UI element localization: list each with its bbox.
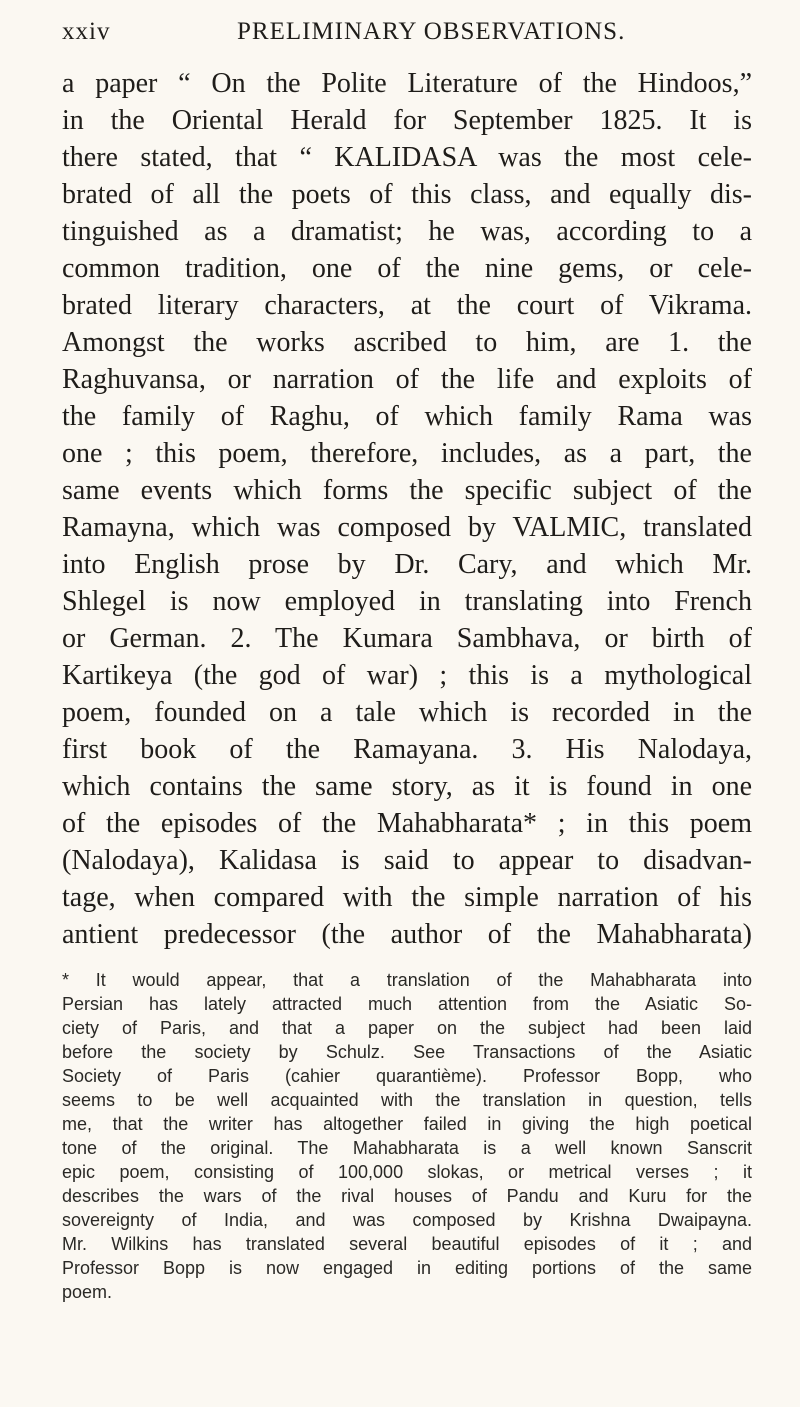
footnote-line: describes the wars of the rival houses of Pandu and Kuru for the	[62, 1186, 752, 1206]
footnote-line: Persian has lately attracted much attention from the Asiatic So-	[62, 994, 752, 1014]
body-line: Shlegel is now employed in translating into French	[62, 586, 752, 617]
footnote-line: ciety of Paris, and that a paper on the subject had been laid	[62, 1018, 752, 1038]
body-line: common tradition, one of the nine gems, or cele-	[62, 253, 752, 284]
body-line: antient predecessor (the author of the Mahabharata)	[62, 919, 752, 950]
footnote-line: seems to be well acquainted with the translation in question, tells	[62, 1090, 752, 1110]
body-line: brated literary characters, at the court of Vikrama.	[62, 290, 752, 321]
footnote-line: poem.	[62, 1282, 113, 1302]
page-number: xxiv	[62, 18, 111, 45]
body-line: or German. 2. The Kumara Sambhava, or birth of	[62, 623, 752, 654]
body-line: in the Oriental Herald for September 1825. It is	[62, 105, 752, 136]
footnote-line: Professor Bopp is now engaged in editing portions of the same	[62, 1258, 752, 1278]
footnote-line: * It would appear, that a translation of the Mahabharata into	[62, 970, 752, 990]
footnote-line: Society of Paris (cahier quarantième). Professor Bopp, who	[62, 1066, 752, 1086]
body-line: tinguished as a dramatist; he was, according to a	[62, 216, 752, 247]
body-line: brated of all the poets of this class, and equally dis-	[62, 179, 752, 210]
body-line: Kartikeya (the god of war) ; this is a mythological	[62, 660, 752, 691]
body-line: there stated, that “ KALIDASA was the most cele-	[62, 142, 752, 173]
footnote-line: me, that the writer has altogether failed in giving the high poetical	[62, 1114, 752, 1134]
body-line: of the episodes of the Mahabharata* ; in this poem	[62, 808, 752, 839]
body-line: into English prose by Dr. Cary, and which Mr.	[62, 549, 752, 580]
body-line: same events which forms the specific subject of the	[62, 475, 752, 506]
body-line: Ramayna, which was composed by VALMIC, translated	[62, 512, 752, 543]
footnote-line: Mr. Wilkins has translated several beautiful episodes of it ; and	[62, 1234, 752, 1254]
footnote-line: epic poem, consisting of 100,000 slokas, or metrical verses ; it	[62, 1162, 752, 1182]
body-line: first book of the Ramayana. 3. His Nalodaya,	[62, 734, 752, 765]
running-title: PRELIMINARY OBSERVATIONS.	[237, 18, 626, 45]
body-line: the family of Raghu, of which family Rama was	[62, 401, 752, 432]
page-header	[62, 18, 752, 54]
body-line: which contains the same story, as it is found in one	[62, 771, 752, 802]
footnote-line: tone of the original. The Mahabharata is a well known Sanscrit	[62, 1138, 752, 1158]
body-line: Raghuvansa, or narration of the life and exploits of	[62, 364, 752, 395]
body-line: Amongst the works ascribed to him, are 1. the	[62, 327, 752, 358]
footnote-line: before the society by Schulz. See Transactions of the Asiatic	[62, 1042, 752, 1062]
body-line: one ; this poem, therefore, includes, as a part, the	[62, 438, 752, 469]
body-line: a paper “ On the Polite Literature of the Hindoos,”	[62, 68, 752, 99]
body-line: (Nalodaya), Kalidasa is said to appear to disadvan-	[62, 845, 752, 876]
body-line: poem, founded on a tale which is recorded in the	[62, 697, 752, 728]
footnote-line: sovereignty of India, and was composed by Krishna Dwaipayna.	[62, 1210, 752, 1230]
body-line: tage, when compared with the simple narration of his	[62, 882, 752, 913]
